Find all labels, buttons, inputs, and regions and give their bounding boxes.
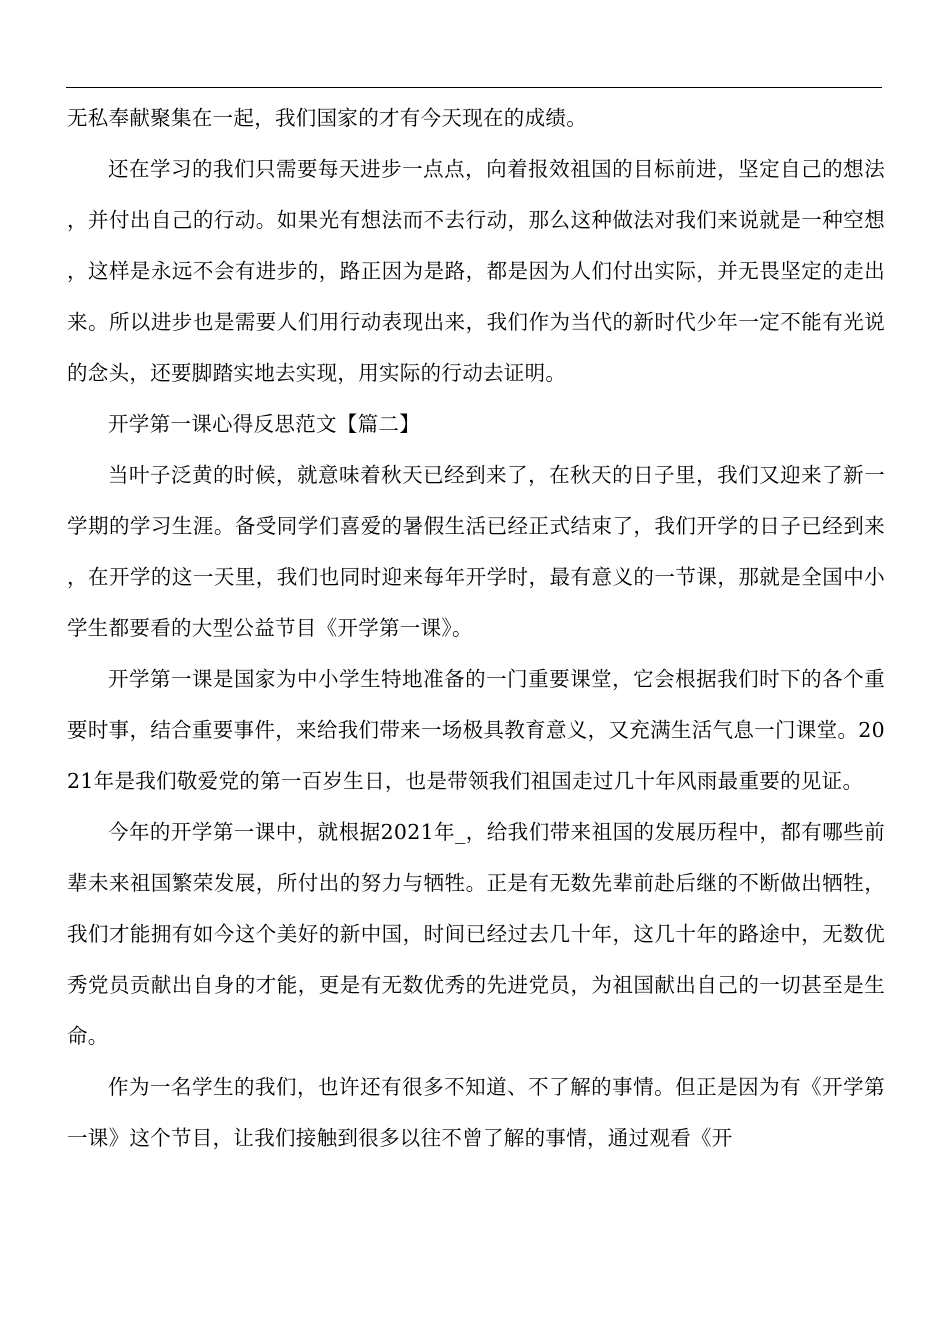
paragraph-continuation: 无私奉献聚集在一起，我们国家的才有今天现在的成绩。 <box>67 106 587 130</box>
paragraph-this-year: 今年的开学第一课中，就根据2021年_，给我们带来祖国的发展历程中，都有哪些前辈未来祖国繁荣发展，所付出的努力与牺牲。正是有无数先辈前赴后继的不断做出牺牲，我们才能拥有如今这个美好的新中国，时间已经过去几十年，这几十年的路途中，无数优秀党员贡献出自身的才能，更是有无数优秀的先进党员，为祖国献出自己的一切甚至是生命。 <box>67 820 885 1048</box>
paragraph-student: 作为一名学生的我们，也许还有很多不知道、不了解的事情。但正是因为有《开学第一课》这个节目，让我们接触到很多以往不曾了解的事情，通过观看《开 <box>67 1075 885 1150</box>
paragraph-progress: 还在学习的我们只需要每天进步一点点，向着报效祖国的目标前进，坚定自己的想法，并付出自己的行动。如果光有想法而不去行动，那么这种做法对我们来说就是一种空想，这样是永远不会有进步的，路正因为是路，都是因为人们付出实际，并无畏坚定的走出来。所以进步也是需要人们用行动表现出来，我们作为当代的新时代少年一定不能有光说的念头，还要脚踏实地去实现，用实际的行动去证明。 <box>67 157 885 385</box>
document-body <box>67 93 885 1164</box>
paragraph-autumn: 当叶子泛黄的时候，就意味着秋天已经到来了，在秋天的日子里，我们又迎来了新一学期的学习生涯。备受同学们喜爱的暑假生活已经正式结束了，我们开学的日子已经到来，在开学的这一天里，我们也同时迎来每年开学时，最有意义的一节课，那就是全国中小学生都要看的大型公益节目《开学第一课》。 <box>67 463 885 640</box>
section-heading-part-two: 开学第一课心得反思范文【篇二】 <box>108 412 420 436</box>
header-rule <box>66 87 882 88</box>
paragraph-first-lesson: 开学第一课是国家为中小学生特地准备的一门重要课堂，它会根据我们时下的各个重要时事，结合重要事件，来给我们带来一场极具教育意义，又充满生活气息一门课堂。2021年是我们敬爱党的第一百岁生日，也是带领我们祖国走过几十年风雨最重要的见证。 <box>67 667 885 793</box>
